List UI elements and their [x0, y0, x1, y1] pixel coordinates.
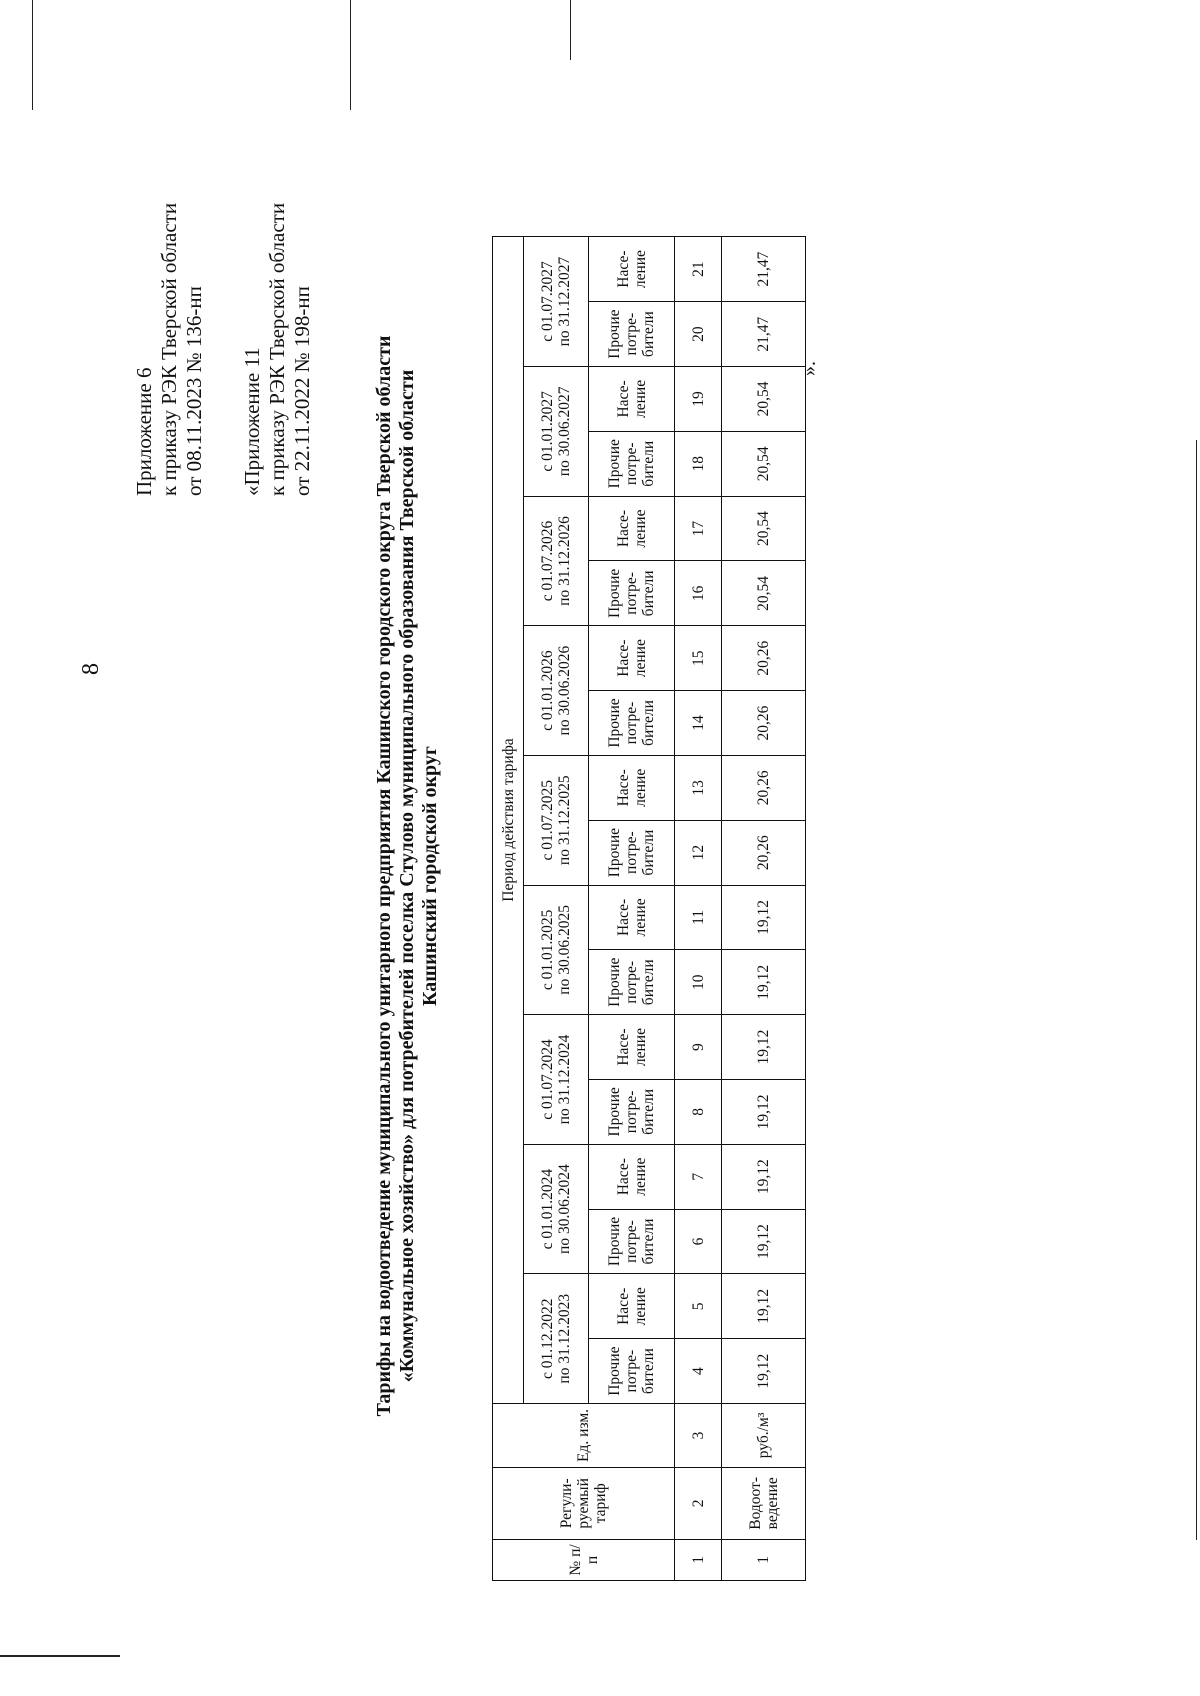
period-to: по 30.06.2024 — [556, 1164, 574, 1254]
consumer-other-header: Прочие потре-бители — [589, 302, 675, 367]
consumer-population-header: Насе-ление — [589, 496, 675, 561]
period-dates — [524, 626, 589, 756]
period-dates — [524, 755, 589, 885]
period-dates — [524, 1144, 589, 1274]
period-from: с 01.07.2024 — [539, 1039, 557, 1120]
consumer-other-header: Прочие потре-бители — [589, 431, 675, 496]
document-title — [373, 226, 442, 1526]
column-number: 19 — [675, 367, 722, 432]
header-row-period — [493, 237, 524, 1581]
header-row-dates — [524, 237, 589, 1581]
consumer-population-header: Насе-ление — [589, 1015, 675, 1080]
tariff-value-cell: 20,26 — [722, 626, 806, 691]
annex-previous-line2: к приказу РЭК Тверской области — [265, 202, 289, 496]
column-number: 12 — [675, 820, 722, 885]
title-line3: Кашинский городской округ — [419, 746, 441, 1006]
tariff-value-cell: 19,12 — [722, 885, 806, 950]
title-line1: Тарифы на водоотведение муниципального унитарного предприятия Кашинского городского округа Тверской области — [373, 335, 395, 1417]
period-to: по 31.12.2026 — [556, 516, 574, 606]
period-from: с 01.01.2027 — [539, 391, 557, 472]
page-number: 8 — [78, 663, 104, 675]
period-from: с 01.01.2024 — [539, 1168, 557, 1250]
period-dates — [524, 237, 589, 367]
consumer-other-header: Прочие потре-бители — [589, 820, 675, 885]
period-dates — [524, 367, 589, 497]
closing-quote: ». — [798, 361, 820, 376]
column-number: 3 — [675, 1404, 722, 1468]
consumer-population-header: Насе-ление — [589, 237, 675, 302]
period-from: с 01.01.2026 — [539, 650, 557, 731]
table-row — [722, 237, 806, 1581]
period-to: по 30.06.2026 — [556, 645, 574, 736]
header-col-unit: Ед. изм. — [493, 1404, 675, 1468]
consumer-other-header: Прочие потре-бители — [589, 1079, 675, 1144]
tariff-value-cell: 21,47 — [722, 302, 806, 367]
annex-previous-line3: от 22.11.2022 № 198-нп — [290, 286, 314, 496]
tariff-value-cell: 19,12 — [722, 1015, 806, 1080]
consumer-population-header: Насе-ление — [589, 626, 675, 691]
annex-current-line1: Приложение 6 — [132, 367, 156, 496]
column-number: 7 — [675, 1144, 722, 1209]
column-number: 14 — [675, 691, 722, 756]
tariff-value-cell: 19,12 — [722, 1274, 806, 1339]
column-numbers-row — [675, 237, 722, 1581]
period-from: с 01.07.2025 — [539, 779, 557, 861]
column-number: 4 — [675, 1339, 722, 1404]
header-row-consumers — [589, 237, 675, 1581]
period-from: с 01.01.2025 — [539, 909, 557, 991]
consumer-other-header: Прочие потре-бители — [589, 691, 675, 756]
column-number: 13 — [675, 755, 722, 820]
cell-row-no: 1 — [722, 1539, 806, 1580]
column-number: 5 — [675, 1274, 722, 1339]
period-from: с 01.07.2026 — [539, 520, 557, 602]
period-to: по 30.06.2025 — [556, 905, 574, 995]
consumer-population-header: Насе-ление — [589, 755, 675, 820]
consumer-population-header: Насе-ление — [589, 1274, 675, 1339]
column-number: 10 — [675, 950, 722, 1015]
period-from: с 01.12.2022 — [539, 1298, 557, 1379]
column-number: 8 — [675, 1079, 722, 1144]
annex-current-line3: от 08.11.2023 № 136-нп — [182, 286, 206, 496]
period-to: по 31.12.2027 — [556, 256, 574, 347]
annex-current — [132, 203, 207, 496]
tariff-value-cell: 19,12 — [722, 950, 806, 1015]
column-number: 11 — [675, 885, 722, 950]
tariff-value-cell: 20,54 — [722, 367, 806, 432]
column-number: 15 — [675, 626, 722, 691]
period-dates — [524, 1015, 589, 1145]
period-dates — [524, 496, 589, 626]
tariff-value-cell: 20,54 — [722, 496, 806, 561]
column-number: 6 — [675, 1209, 722, 1274]
tariff-value-cell: 19,12 — [722, 1339, 806, 1404]
annex-current-line2: к приказу РЭК Тверской области — [157, 202, 181, 496]
tariff-value-cell: 20,26 — [722, 820, 806, 885]
tariff-value-cell: 20,54 — [722, 561, 806, 626]
tariff-value-cell: 21,47 — [722, 237, 806, 302]
consumer-population-header: Насе-ление — [589, 1144, 675, 1209]
consumer-other-header: Прочие потре-бители — [589, 1209, 675, 1274]
header-col-tariff: Регули-руемый тариф — [493, 1467, 675, 1539]
column-number: 17 — [675, 496, 722, 561]
tariff-table — [492, 236, 806, 1581]
title-line2: «Коммунальное хозяйство» для потребителей поселка Стулово муниципального образования Тверской области — [396, 369, 418, 1383]
column-number: 16 — [675, 561, 722, 626]
header-col-no: № п/п — [493, 1539, 675, 1580]
cell-tariff-name: Водоот-ведение — [722, 1467, 806, 1539]
consumer-other-header: Прочие потре-бители — [589, 950, 675, 1015]
column-number: 2 — [675, 1467, 722, 1539]
annex-previous — [240, 203, 315, 496]
tariff-value-cell: 20,26 — [722, 691, 806, 756]
consumer-population-header: Насе-ление — [589, 367, 675, 432]
column-number: 9 — [675, 1015, 722, 1080]
consumer-other-header: Прочие потре-бители — [589, 1339, 675, 1404]
period-to: по 31.12.2023 — [556, 1293, 574, 1384]
consumer-other-header: Прочие потре-бители — [589, 561, 675, 626]
annex-previous-line1: «Приложение 11 — [240, 347, 264, 496]
tariff-value-cell: 20,26 — [722, 755, 806, 820]
header-period: Период действия тарифа — [493, 237, 524, 1404]
period-dates — [524, 885, 589, 1015]
tariff-value-cell: 20,54 — [722, 431, 806, 496]
period-dates — [524, 1274, 589, 1404]
period-from: с 01.07.2027 — [539, 261, 557, 342]
consumer-population-header: Насе-ление — [589, 885, 675, 950]
period-to: по 31.12.2024 — [556, 1034, 574, 1125]
period-to: по 31.12.2025 — [556, 775, 574, 866]
tariff-value-cell: 19,12 — [722, 1079, 806, 1144]
tariff-value-cell: 19,12 — [722, 1209, 806, 1274]
cell-unit: руб./м³ — [722, 1404, 806, 1468]
tariff-value-cell: 19,12 — [722, 1144, 806, 1209]
column-number: 1 — [675, 1539, 722, 1580]
period-to: по 30.06.2027 — [556, 386, 574, 477]
column-number: 21 — [675, 237, 722, 302]
column-number: 20 — [675, 302, 722, 367]
column-number: 18 — [675, 431, 722, 496]
